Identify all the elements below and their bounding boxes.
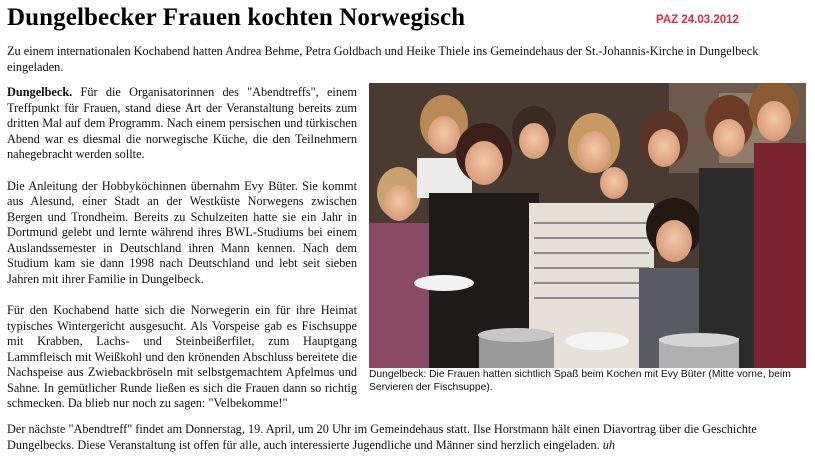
source-date-tag: PAZ 24.03.2012 — [656, 14, 739, 26]
article-lead: Zu einem internationalen Kochabend hatten Andrea Behme, Petra Goldbach und Heike Thiele ins Gemeindehaus der St.-Johannis-Kirche in Dungelbeck eingeladen. — [7, 44, 759, 74]
article-headline: Dungelbecker Frauen kochten Norwegisch — [7, 4, 466, 31]
dateline: Dungelbeck. — [7, 85, 73, 99]
article-footer — [7, 421, 802, 453]
article-body — [7, 85, 357, 428]
group-photo — [369, 83, 806, 368]
paragraph-3: Für den Kochabend hatte sich die Norwegerin ein für ihre Heimat typisches Wintergericht ausgesucht. Als Vorspeise gab es Fischsuppe mit Krabben, Lachs- und Steinbeißerfilet, zum Hauptgang Lammfleisch mit Weißkohl und den krönenden Abschluss bereitete die Nachspeise aus Zwiebackbröseln mit selbstgemachtem Apfelmus und Sahne. In gemütlicher Runde ließen es sich die Frauen dann so richtig schmecken. Da blieb nur noch zu sagen: "Velbekomme!" — [7, 303, 357, 410]
group-photo-illustration — [369, 83, 806, 368]
paragraph-1 — [7, 85, 357, 163]
photo-caption: Dungelbeck: Die Frauen hatten sichtlich Spaß beim Kochen mit Evy Büter (Mitte vorne, beim Servieren der Fischsuppe). — [369, 369, 791, 393]
paragraph-1-text: Für die Organisatorinnen des "Abendtreffs", einem Treffpunkt für Frauen, stand diese Art der Veranstaltung bereits zum dritten Mal auf dem Programm. Nach einem persischen und türkischen Abend war es diesmal die norwegische Küche, die den Teilnehmern nahegebracht werden sollte. — [7, 85, 358, 161]
paragraph-2: Die Anleitung der Hobbyköchinnen übernahm Evy Büter. Sie kommt aus Alesund, einer Stadt an der Westküste Norwegens zwischen Bergen und Trondheim. Bereits zu Schulzeiten hatte sie ein Jahr in Dortmund gelebt und lernte während ihres BWL-Studiums bei einem Auslandssemester in Deutschland ihren Mann kennen. Nach dem Studium kam sie dann 1998 nach Deutschland und lebt seit sieben Jahren mit ihrer Familie in Dungelbeck. — [7, 178, 357, 286]
author-initials: uh — [602, 438, 616, 452]
footer-text: Der nächste "Abendtreff" findet am Donnerstag, 19. April, um 20 Uhr im Gemeindehaus statt. Ilse Horstmann hält einen Diavortrag über die Geschichte Dungelbecks. Diese Veranstaltung ist offen für alle, auch interessierte Jugendliche und Männer sind herzlich eingeladen. — [7, 422, 757, 452]
